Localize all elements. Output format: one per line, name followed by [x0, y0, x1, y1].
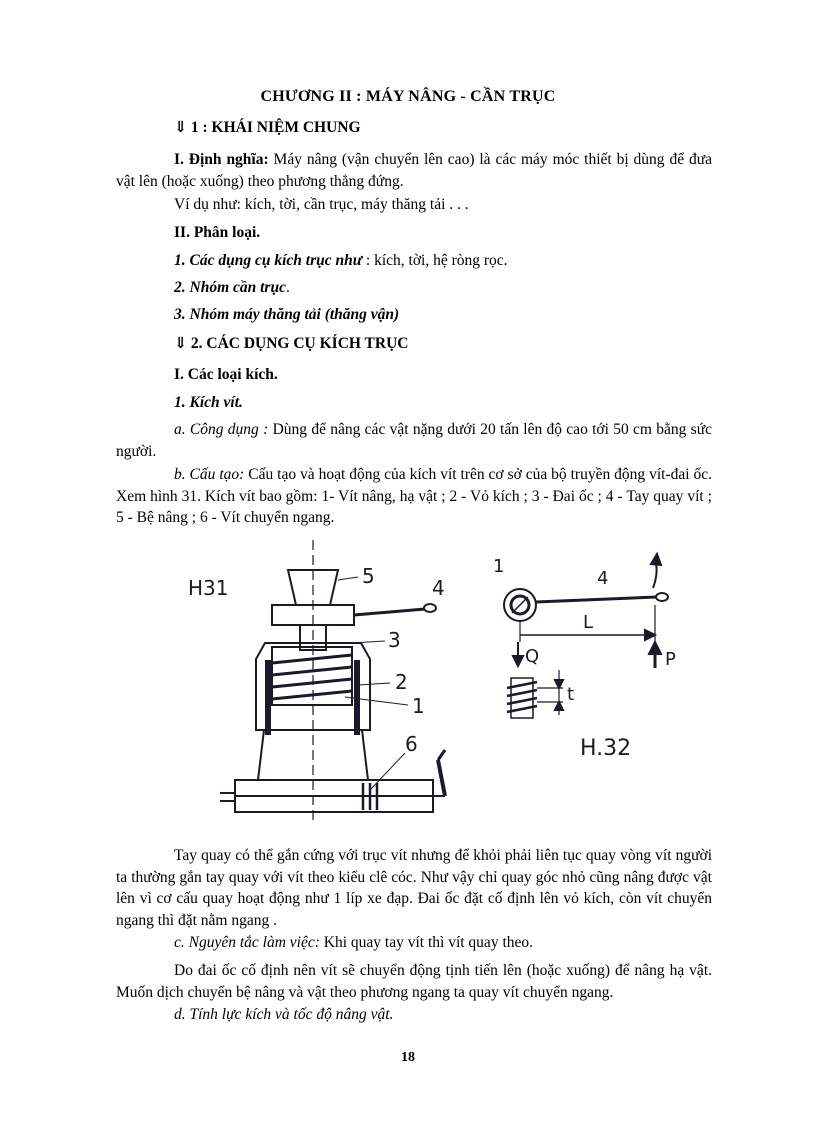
structure-head: b. Cấu tạo: [174, 466, 245, 483]
fig32-pitch-t: t [567, 684, 575, 705]
class-item-2-head: 2. Nhóm cần trục [174, 279, 286, 296]
section-1-heading [174, 117, 361, 138]
fig31-callout-3: 3 [388, 628, 401, 652]
principle-line [174, 932, 533, 953]
page-number: 18 [401, 1050, 415, 1065]
section-1-text: 1 : KHÁI NIỆM CHUNG [190, 119, 361, 136]
class-item-1-body: : kích, tời, hệ ròng rọc. [362, 252, 508, 269]
class-item-1 [174, 250, 508, 271]
principle-body: Khi quay tay vít thì vít quay theo. [319, 934, 534, 951]
definition-paragraph [116, 149, 712, 192]
figure-32-crank-diagram [485, 550, 700, 780]
fig32-load-Q: Q [525, 646, 540, 667]
calc-heading: d. Tính lực kích và tốc độ nâng vật. [174, 1006, 394, 1023]
figure-31-label: H31 [188, 576, 229, 600]
example-line: Ví dụ như: kích, tời, cần trục, máy thăng tải . . . [174, 196, 469, 213]
chapter-title: CHƯƠNG II : MÁY NÂNG - CẦN TRỤC [260, 88, 556, 105]
definition-body: Máy nâng (vận chuyển lên cao) là các máy móc thiết bị dùng để đưa vật lên (hoặc xuống) theo phương thẳng đứng. [116, 151, 712, 190]
figure-31-screw-jack [180, 535, 470, 835]
class-item-3: 3. Nhóm máy thăng tải (thăng vận) [174, 306, 400, 323]
class-item-1-head: 1. Các dụng cụ kích trục như [174, 252, 363, 269]
fig32-force-P: P [665, 649, 676, 670]
class-item-2 [174, 277, 290, 298]
fig31-callout-2: 2 [395, 670, 408, 694]
down-arrow-icon: ⇓ [174, 335, 187, 352]
down-arrow-icon: ⇓ [174, 119, 187, 136]
fig32-callout-1: 1 [493, 556, 505, 577]
crank-paragraph: Tay quay có thể gắn cứng với trục vít nhưng để khỏi phải liên tục quay vòng vít người ta thường gắn tay quay với vít theo kiểu clê cóc. Như vậy chỉ quay góc nhỏ cũng nâng được vật lên vì cơ cấu quay hoạt động như 1 líp xe đạp. Đai ốc đặt cố định lên vỏ kích, còn vít chuyển ngang thì đặt nằm ngang . [116, 847, 712, 929]
fig31-callout-6: 6 [405, 732, 418, 756]
structure-paragraph [116, 464, 712, 529]
fig32-dimension-L: L [583, 612, 594, 633]
classification-heading: II. Phân loại. [174, 224, 261, 241]
fig32-callout-4: 4 [597, 568, 609, 589]
fig31-callout-5: 5 [362, 564, 375, 588]
section-2-heading [174, 333, 408, 354]
fig31-callout-4: 4 [432, 576, 445, 600]
jack-types-heading: I. Các loại kích. [174, 366, 278, 383]
principle-head: c. Nguyên tắc làm việc: [174, 934, 320, 951]
class-item-2-tail: . [285, 279, 290, 296]
use-paragraph [116, 419, 712, 462]
screw-jack-heading: 1. Kích vít. [174, 394, 243, 411]
use-head: a. Công dụng : [174, 421, 269, 438]
structure-body: Cấu tạo và hoạt động của kích vít trên cơ sở của bộ truyền động vít-đai ốc. Xem hình 31. Kích vít bao gồm: 1- Vít nâng, hạ vật ; 2 - Vỏ kích ; 3 - Đai ốc ; 4 - Tay quay vít ; 5 - Bệ nâng ; 6 - Vít chuyển ngang. [116, 466, 712, 526]
use-body: Dùng để nâng các vật nặng dưới 20 tấn lên độ cao tới 50 cm bằng sức người. [116, 421, 712, 460]
definition-head: I. Định nghĩa: [174, 151, 269, 168]
motion-paragraph: Do đai ốc cố định nên vít sẽ chuyển động tịnh tiến lên (hoặc xuống) để nâng hạ vật. Muốn dịch chuyển bệ nâng và vật theo phương ngang ta quay vít chuyển ngang. [116, 962, 712, 1001]
figure-32-label: H.32 [580, 736, 632, 761]
section-2-text: 2. CÁC DỤNG CỤ KÍCH TRỤC [190, 335, 409, 352]
fig31-callout-1: 1 [412, 694, 425, 718]
